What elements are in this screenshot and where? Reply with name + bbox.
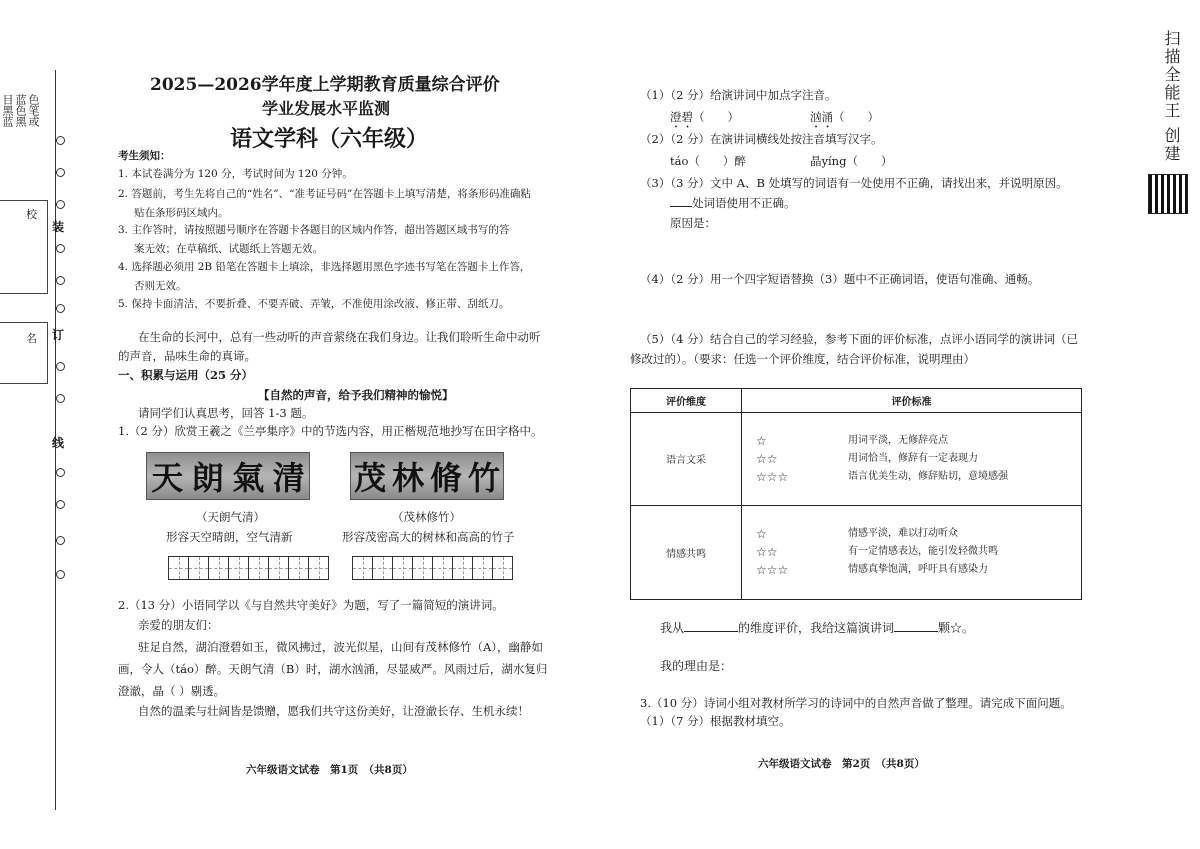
notice-line: 贴在条形码区域内。	[134, 207, 229, 219]
strip-instruction: 蓝色黑	[14, 94, 27, 127]
evaluation-table	[630, 388, 1082, 600]
intro-text: 的声音，品味生命的真谛。	[118, 349, 256, 363]
binding-hole	[56, 304, 65, 313]
callig-char: 竹	[467, 459, 500, 497]
bind-char: 线	[52, 436, 65, 450]
rating-desc: 情感真挚饱满，呼吁具有感染力	[848, 564, 988, 576]
calligraphy-image-2	[350, 452, 504, 500]
definition-1: 形容天空晴朗，空气清新	[166, 530, 293, 544]
callig-char: 林	[391, 459, 424, 497]
star-count-blank[interactable]	[894, 631, 938, 632]
page-footer: 六年级语文试卷 第1页 （共8页）	[246, 764, 413, 776]
strip-instruction: 目黑蓝	[1, 94, 14, 127]
speech-line: 自然的温柔与壮阔皆是馈赠，愿我们共守这份美好，让澄澈长存、生机永续！	[138, 704, 529, 718]
question-1: 1.（2 分）欣赏王羲之《兰亭集序》中的节选内容，用正楷规范地抄写在田字格中。	[118, 424, 543, 438]
question-2-1: （1）（2 分）给演讲词中加点字注音。	[640, 88, 837, 102]
reason-label: 原因是：	[670, 216, 716, 230]
binding-hole	[56, 536, 65, 545]
binding-hole	[56, 500, 65, 509]
star-rating: ☆☆☆	[756, 563, 789, 578]
speech-line: 澄澈，晶（ ）剔透。	[118, 684, 226, 698]
page-footer: 六年级语文试卷 第2页 （共8页）	[758, 758, 925, 770]
answer-text: 处词语使用不正确。	[692, 196, 796, 210]
word-item	[810, 110, 879, 131]
rating-desc: 用词平淡，无修辞亮点	[848, 434, 948, 446]
speech-line: 画，令人（táo）醉。天朗气清（B）时，湖水汹涌，尽显威严。风雨过后，湖水复归	[118, 662, 548, 676]
caption-2: （茂林修竹）	[392, 510, 461, 524]
name-label: 名	[26, 332, 37, 345]
notice-line: 1. 本试卷满分为 120 分，考试时间为 120 分钟。	[118, 168, 353, 180]
speech-line: 驻足自然，湖泊澄碧如玉，微风拂过，波光似星，山间有茂林修竹（A），幽静如	[138, 640, 544, 654]
notice-heading: 考生须知：	[118, 150, 171, 162]
scanner-watermark: 扫描全能王 创建	[1162, 30, 1181, 164]
notice-line: 否则无效。	[134, 280, 187, 292]
eval-text: 我从	[660, 621, 685, 635]
table-header: 评价维度	[631, 389, 742, 413]
writing-grid-1[interactable]	[168, 556, 329, 580]
binding-hole	[56, 362, 65, 371]
question-2-3: （3）（3 分）文中 A、B 处填写的词语有一处使用不正确，请找出来，并说明原因。	[640, 176, 1068, 190]
rating-desc: 情感平淡，难以打动听众	[848, 528, 958, 540]
section-heading: 一、积累与运用（25 分）	[118, 368, 254, 382]
answer-paren[interactable]: （ ）	[833, 110, 879, 124]
table-dim: 语言文采	[631, 413, 742, 505]
intro-text: 在生命的长河中，总有一些动听的声音萦绕在我们身边。让我们聆听生命中动听	[138, 330, 541, 344]
section-subtitle: 【自然的声音，给予我们精神的愉悦】	[258, 388, 454, 402]
callig-char: 清	[272, 459, 305, 497]
speech-greeting: 亲爱的朋友们：	[138, 618, 219, 632]
binding-hole	[56, 570, 65, 579]
pinyin-item-2[interactable]: 晶yíng（ ）	[810, 154, 893, 168]
table-row	[631, 505, 1082, 599]
caption-1: （天朗气清）	[196, 510, 265, 524]
notice-line: 2. 答题前，考生先将自己的“姓名”、“准考证号码”在答题卡上填写清楚，将条形码准确粘	[118, 188, 531, 200]
binding-hole	[56, 168, 65, 177]
notice-line: 5. 保持卡面清洁，不要折叠、不要弄破、弄皱，不准使用涂改液、修正带、刮纸刀。	[118, 298, 510, 310]
calligraphy-image-1	[146, 452, 310, 500]
definition-2: 形容茂密高大的树林和高高的竹子	[342, 530, 515, 544]
callig-char: 朗	[191, 459, 224, 497]
school-box	[0, 200, 48, 294]
answer-line-wrap	[670, 196, 796, 212]
answer-blank[interactable]	[670, 206, 692, 207]
notice-line: 案无效；在草稿纸、试题纸上答题无效。	[134, 243, 323, 255]
eval-text: 的维度评价，我给这篇演讲词	[738, 621, 895, 635]
qr-code-icon	[1148, 174, 1188, 214]
bind-char: 订	[52, 328, 65, 342]
notice-line: 3. 主作答时，请按照题号顺序在答题卡各题目的区域内作答，超出答题区域书写的答	[118, 224, 510, 236]
name-box	[0, 322, 48, 384]
star-rating: ☆	[756, 527, 767, 542]
question-2-5: 修改过的）。（要求：任选一个评价维度，结合评价标准，说明理由）	[630, 352, 975, 366]
star-rating: ☆☆	[756, 451, 778, 466]
rating-desc: 有一定情感表达，能引发轻微共鸣	[848, 546, 998, 558]
bind-char: 装	[52, 220, 65, 234]
callig-char: 茂	[353, 459, 386, 497]
binding-hole	[56, 468, 65, 477]
binding-hole	[56, 394, 65, 403]
star-rating: ☆☆	[756, 545, 778, 560]
dimension-blank[interactable]	[684, 631, 738, 632]
writing-grid-2[interactable]	[352, 556, 513, 580]
binding-hole	[56, 244, 65, 253]
reason-heading: 我的理由是：	[660, 659, 733, 673]
word-item	[670, 110, 739, 131]
rating-desc: 用词恰当，修辞有一定表现力	[848, 452, 978, 464]
exam-subtitle: 学业发展水平监测	[262, 99, 391, 118]
question-prompt: 请同学们认真思考，回答 1-3 题。	[138, 406, 314, 420]
callig-char: 脩	[429, 459, 462, 497]
table-dim: 情感共鸣	[631, 505, 742, 599]
table-row	[631, 413, 1082, 505]
notice-line: 4. 选择题必须用 2B 铅笔在答题卡上填涂，非选择题用黑色字迹书写笔在答题卡上作答，	[118, 261, 531, 273]
pinyin-item-1[interactable]: táo（ ）醉	[670, 154, 746, 168]
binding-hole	[56, 136, 65, 145]
binding-hole	[56, 200, 65, 209]
word-2: 汹涌	[810, 110, 833, 124]
question-3-1: （1）（7 分）根据教材填空。	[640, 714, 791, 728]
star-rating: ☆☆☆	[756, 469, 789, 484]
rating-desc: 语言优美生动，修辞贴切，意境感强	[848, 470, 1008, 482]
callig-char: 氣	[232, 459, 265, 497]
question-2-5: （5）（4 分）结合自己的学习经验，参考下面的评价标准，点评小语同学的演讲词（已	[640, 332, 1079, 346]
table-header: 评价标准	[742, 389, 1082, 413]
question-2: 2.（13 分）小语同学以《与自然共守美好》为题，写了一篇简短的演讲词。	[118, 598, 504, 612]
question-2-4: （4）（2 分）用一个四字短语替换（3）题中不正确词语，使语句准确、通畅。	[640, 272, 1040, 286]
callig-char: 天	[151, 459, 184, 497]
exam-title: 2025—2026学年度上学期教育质量综合评价	[150, 75, 500, 95]
word-1: 澄碧	[670, 110, 693, 124]
subject-title: 语文学科（六年级）	[230, 126, 429, 152]
binding-strip	[0, 0, 70, 849]
star-rating: ☆	[756, 433, 767, 448]
binding-hole	[56, 276, 65, 285]
eval-text: 颗☆。	[938, 621, 975, 635]
school-label: 校	[26, 208, 37, 221]
strip-instruction: 色笔或	[27, 94, 40, 127]
evaluation-fill-line	[660, 620, 974, 636]
question-3: 3.（10 分）诗词小组对教材所学习的诗词中的自然声音做了整理。请完成下面问题。	[640, 696, 1072, 710]
answer-paren[interactable]: （ ）	[693, 110, 739, 124]
question-2-2: （2）（2 分）在演讲词横线处按注音填写汉字。	[640, 132, 883, 146]
